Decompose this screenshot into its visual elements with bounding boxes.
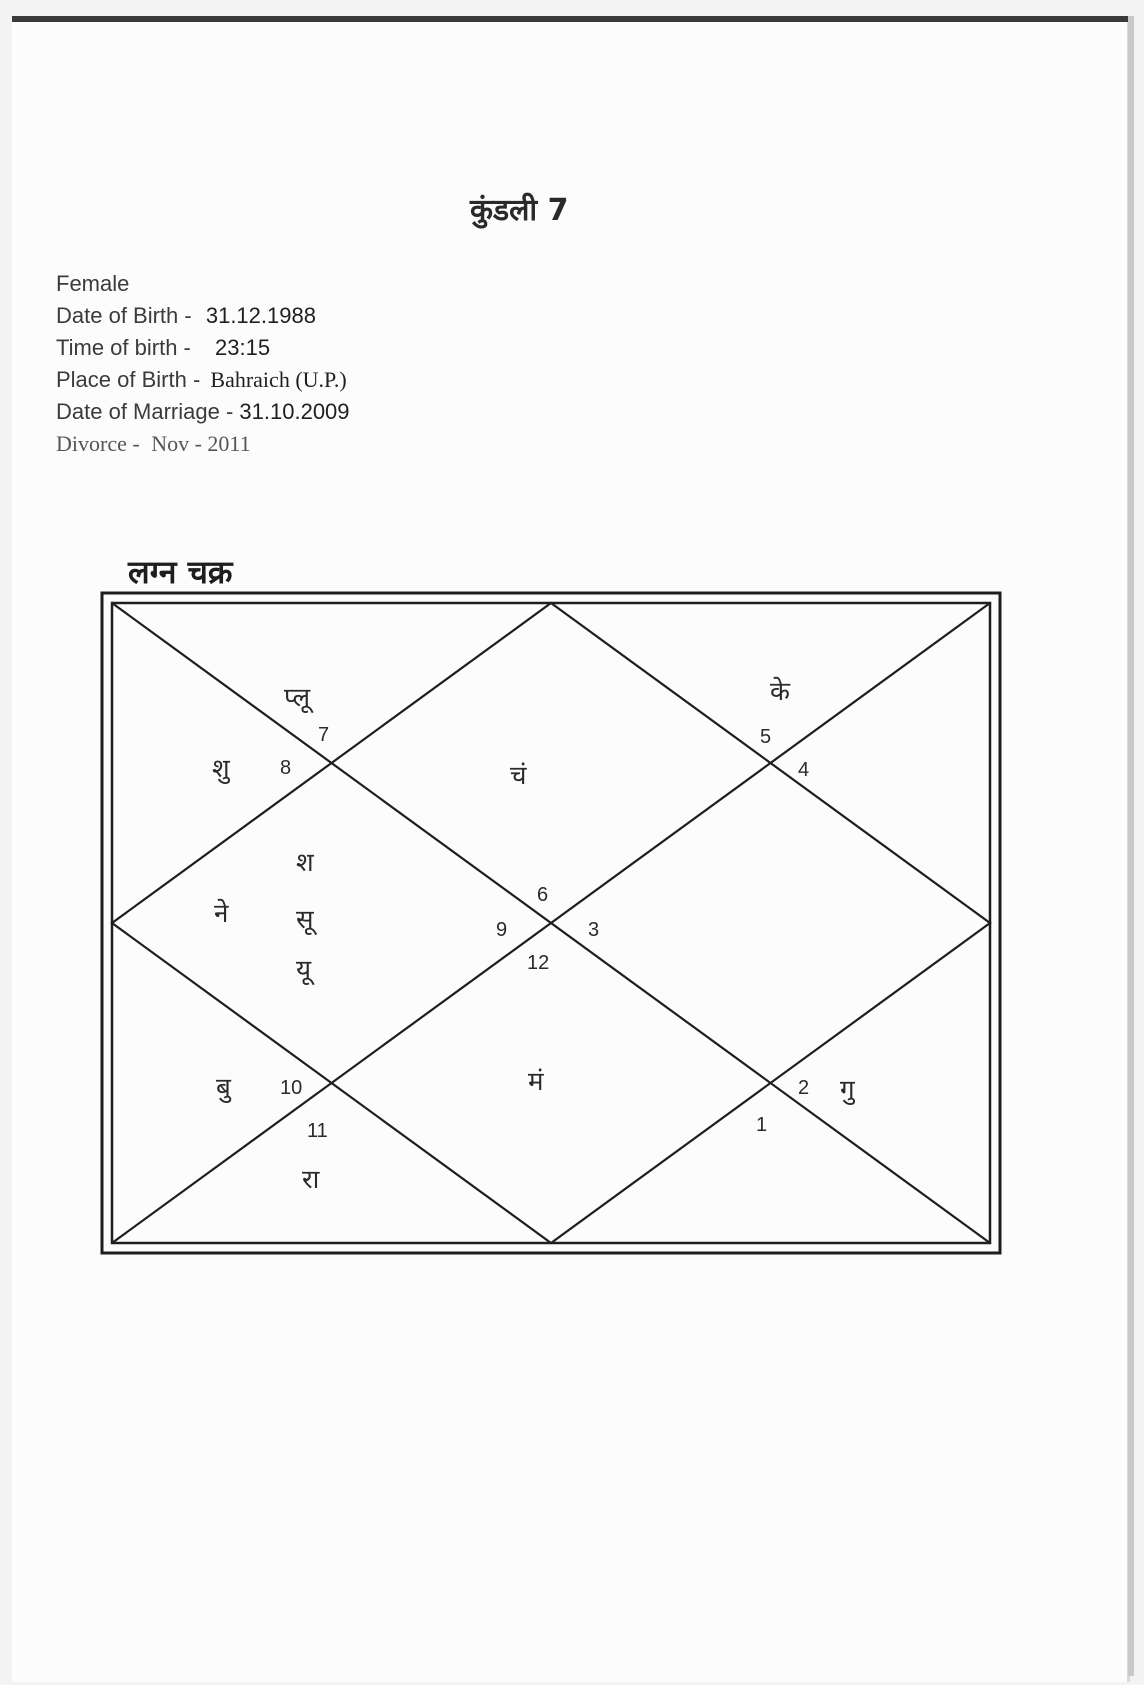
chart-title: लग्न चक्र: [128, 553, 233, 591]
divorce-label: Divorce -: [56, 431, 140, 456]
tob-value: 23:15: [215, 335, 271, 360]
planet-saturn: श: [296, 848, 314, 878]
house-number-5: 5: [760, 726, 772, 748]
house-number-1: 1: [756, 1114, 768, 1136]
house-number-8: 8: [280, 757, 292, 779]
dom-label: Date of Marriage -: [56, 399, 234, 424]
planet-uranus: यू: [296, 955, 312, 985]
house-number-12: 12: [527, 952, 550, 974]
planet-venus: शु: [212, 754, 230, 784]
planet-mars: मं: [528, 1067, 544, 1097]
planet-rahu: रा: [302, 1165, 320, 1195]
planet-mercury: बु: [216, 1073, 231, 1103]
page-title: कुंडली 7: [470, 193, 569, 228]
planet-ketu: के: [770, 677, 790, 707]
gender-text: Female: [56, 271, 130, 296]
planet-neptune: ने: [214, 899, 229, 929]
planet-sun: सू: [296, 905, 314, 935]
house-number-2: 2: [798, 1077, 810, 1099]
pob-value: Bahraich (U.P.): [210, 367, 347, 392]
planet-jupiter: गु: [840, 1075, 855, 1105]
planet-moon: चं: [510, 761, 527, 791]
house-number-3: 3: [588, 919, 600, 941]
tob-label: Time of birth -: [56, 335, 191, 360]
planet-pluto: प्लू: [284, 683, 311, 713]
house-number-7: 7: [318, 724, 330, 746]
pob-label: Place of Birth -: [56, 367, 201, 392]
dob-label: Date of Birth -: [56, 303, 192, 328]
dob-value: 31.12.1988: [205, 303, 316, 328]
house-number-6: 6: [537, 884, 549, 906]
house-number-9: 9: [496, 919, 508, 941]
house-number-11: 11: [307, 1120, 328, 1142]
dom-value: 31.10.2009: [239, 399, 350, 424]
divorce-value: Nov - 2011: [151, 431, 251, 456]
house-number-4: 4: [798, 759, 810, 781]
house-number-10: 10: [280, 1077, 303, 1099]
